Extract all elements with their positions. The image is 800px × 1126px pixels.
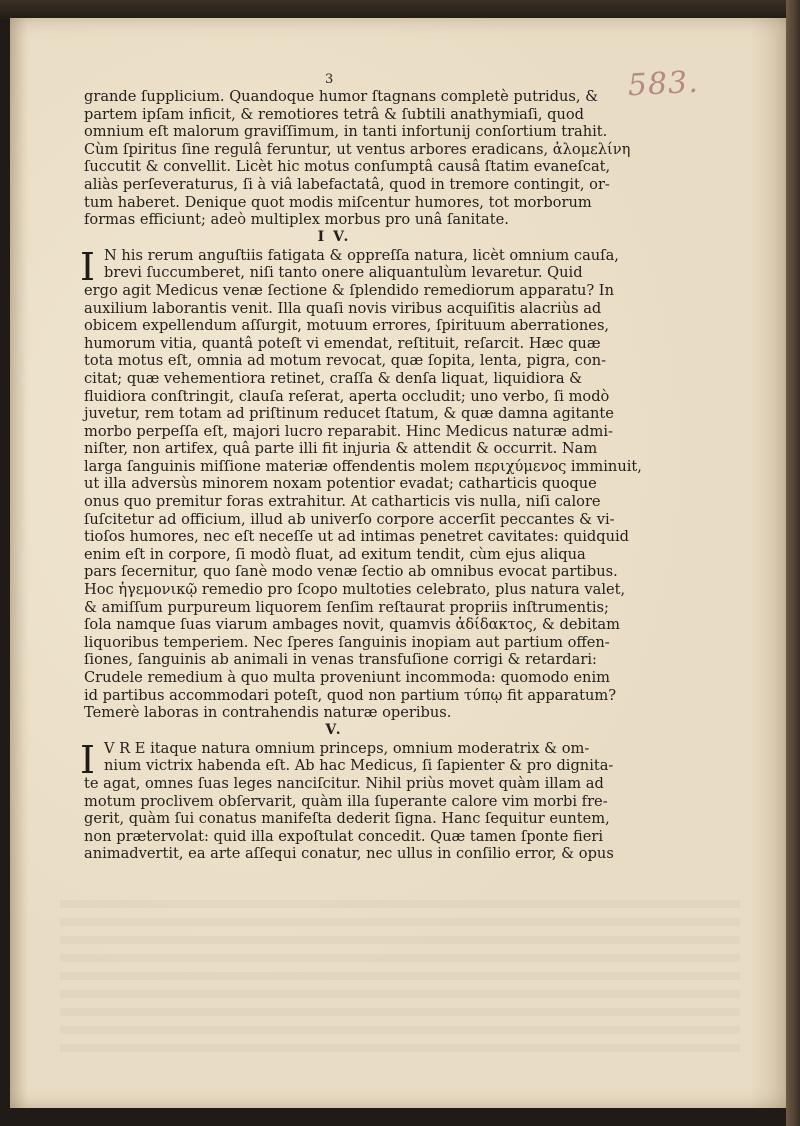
text-line: & amiſſum purpureum liquorem ſenſim reſtaurat propriis inſtrumentis;: [84, 598, 609, 616]
text-line: ut illa adversùs minorem noxam potentior evadat; catharticis quoque: [84, 475, 597, 493]
text-line: auxilium laborantis venit. Illa quaſi novis viribus acquiſitis alacriùs ad: [84, 299, 602, 317]
text-line: niſter, non artifex, quâ parte illi fit injuria & attendit & occurrit. Nam: [84, 440, 598, 458]
text-line: onus quo premitur foras extrahitur. At catharticis vis nulla, niſi calore: [84, 493, 601, 511]
text-line: grande ſupplicium. Quandoque humor ſtagnans completè putridus, &: [84, 88, 599, 105]
text-line: liquoribus temperiem. Nec ſperes ſanguinis inopiam aut partium offen-: [84, 633, 610, 651]
paragraph-iv-lines: [84, 246, 642, 722]
text-line: enim eſt in corpore, ſi modò fluat, ad exitum tendit, cùm ejus aliqua: [84, 545, 586, 563]
text-line: formas efficiunt; adeò multiplex morbus pro unâ ſanitate.: [84, 211, 509, 229]
text-line: tum haberet. Denique quot modis miſcentur humores, tot morborum: [84, 193, 592, 211]
page-edge: [786, 0, 800, 1126]
page-number: 3: [325, 72, 334, 87]
text-line: ſuccutit & convellit. Licèt hic motus conſumptâ causâ ſtatim evaneſcat,: [84, 158, 611, 176]
paragraph-v-lines: [84, 739, 614, 863]
text-line: Hoc ἡγεμονικῷ remedio pro ſcopo multoties celebrato, plus natura valet,: [84, 581, 626, 599]
section-heading-iv: I V.: [317, 228, 351, 245]
body-text: [80, 88, 642, 863]
text-line: animadvertit, ea arte aſſequi conatur, nec ullus in conſilio error, & opus: [84, 845, 614, 863]
text-line: larga ſanguinis miſſione materiæ offendentis molem περιχύμενος imminuit,: [84, 457, 642, 475]
paragraph-v: [80, 737, 614, 863]
text-line: ſiones, ſanguinis ab animali in venas transfuſione corrigi & retardari:: [84, 651, 597, 669]
text-line: te agat, omnes ſuas leges nanciſcitur. Nihil priùs movet quàm illam ad: [84, 774, 604, 792]
text-line: juvetur, rem totam ad priſtinum reducet ſtatum, & quæ damna agitante: [84, 405, 614, 423]
text-line: nium victrix habenda eſt. Ab hac Medicus, ſi ſapienter & pro dignita-: [104, 757, 614, 775]
text-line: gerit, quàm ſui conatus manifeſta dederit ſigna. Hanc ſequitur euntem,: [84, 810, 610, 828]
text-line: ſola namque ſuas viarum ambages novit, quamvis ἀδίδακτος, & debitam: [84, 616, 620, 634]
text-line: tota motus eſt, omnia ad motum revocat, quæ ſopita, lenta, pigra, con-: [84, 352, 607, 370]
text-line: brevi ſuccumberet, niſi tanto onere aliquantulùm levaretur. Quid: [104, 264, 583, 282]
text-line: Crudele remedium à quo multa proveniunt incommoda: quomodo enim: [84, 669, 610, 686]
text-line: partem ipſam inficit, & remotiores tetrâ & ſubtili anathymiaſi, quod: [84, 105, 584, 123]
text-line: V R E itaque natura omnium princeps, omnium moderatrix & om-: [104, 739, 590, 757]
drop-cap-iv: I: [80, 244, 96, 289]
text-line: tioſos humores, nec eſt neceſſe ut ad intimas penetret cavitates: quidquid: [84, 528, 629, 546]
text-line: N his rerum anguſtiis fatigata & oppreſſa natura, licèt omnium cauſa,: [104, 246, 619, 264]
handwritten-folio-number: 583.: [627, 64, 700, 104]
drop-cap-v: I: [80, 737, 96, 782]
text-line: humorum vitia, quantâ poteſt vi emendat, reſtituit, reſarcit. Hæc quæ: [84, 334, 601, 352]
text-line: aliàs perſeveraturus, ſi à viâ labefactatâ, quod in tremore contingit, or-: [84, 175, 610, 193]
paragraph-iv: [80, 244, 642, 722]
paragraph-1: [84, 88, 631, 229]
text-line: non prætervolat: quid illa expoſtulat concedit. Quæ tamen ſponte fieri: [84, 827, 604, 845]
text-line: id partibus accommodari poteſt, quod non partium τύπῳ fit apparatum?: [84, 686, 617, 704]
text-line: citat; quæ vehementiora retinet, craſſa & denſa liquat, liquidiora &: [84, 369, 583, 387]
text-line: Cùm ſpiritus ſine regulâ feruntur, ut ventus arbores eradicans, ἀλομελίνη: [84, 140, 631, 158]
text-line: Temerè laboras in contrahendis naturæ operibus.: [84, 704, 452, 722]
show-through-bleed: [60, 900, 740, 1060]
text-line: ergo agit Medicus venæ ſectione & ſplendido remediorum apparatu? In: [84, 281, 614, 299]
text-line: motum proclivem obſervarit, quàm illa ſuperante calore vim morbi fre-: [84, 792, 608, 810]
section-heading-v: V.: [325, 721, 343, 738]
text-line: morbo perpeſſa eſt, majori lucro reparabit. Hinc Medicus naturæ admi-: [84, 422, 613, 440]
text-line: pars ſecernitur, quo ſanè modo venæ ſectio ab omnibus evocat partibus.: [84, 563, 618, 581]
text-line: ſuſcitetur ad officium, illud ab univerſo corpore accerſit peccantes & vi-: [84, 510, 615, 528]
text-line: fluidiora conſtringit, clauſa reſerat, aperta occludit; uno verbo, ſi modò: [84, 387, 610, 405]
text-line: omnium eſt malorum graviſſimum, in tanti infortunij conſortium trahit.: [84, 123, 608, 141]
text-line: obicem expellendum aſſurgit, motuum errores, ſpirituum aberrationes,: [84, 317, 610, 335]
